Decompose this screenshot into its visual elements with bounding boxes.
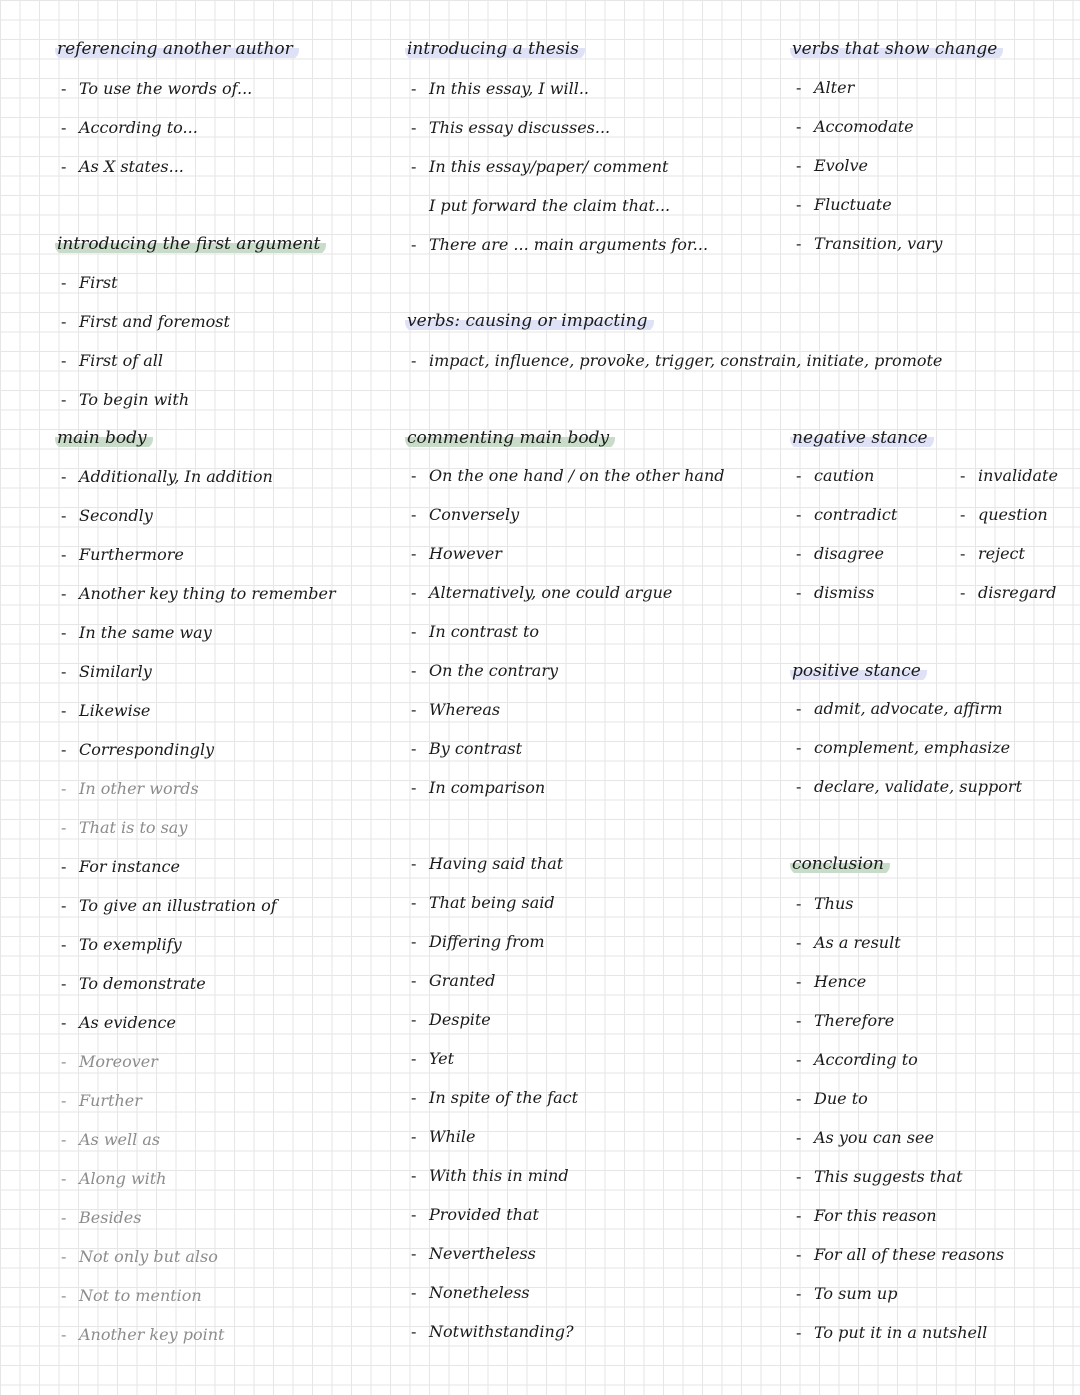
list-item: - Moreover <box>55 1051 336 1090</box>
list-item: - reject <box>954 543 1080 582</box>
list-item: - To put it in a nutshell <box>790 1322 1004 1361</box>
list-item: - Nevertheless <box>405 1243 578 1282</box>
list-item: - This suggests that <box>790 1166 1004 1205</box>
list-item: - contradict <box>790 504 954 543</box>
list-row <box>790 465 1080 504</box>
list-item: - In other words <box>55 778 336 817</box>
list-conclusion <box>790 893 1004 1361</box>
list-item: - In contrast to <box>405 621 725 660</box>
list-row <box>790 582 1080 621</box>
list-item: - First <box>55 272 230 311</box>
list-item: - Thus <box>790 893 1004 932</box>
list-item: - Yet <box>405 1048 578 1087</box>
list-item: - This essay discusses... <box>405 117 708 156</box>
heading-commenting: commenting main body <box>405 427 615 449</box>
list-item: - dismiss <box>790 582 954 621</box>
list-positive <box>790 698 1022 815</box>
heading-main-body: main body <box>55 427 153 449</box>
list-commenting-2 <box>405 853 578 1360</box>
heading-change: verbs that show change <box>790 38 1003 60</box>
list-item: - complement, emphasize <box>790 737 1022 776</box>
list-item: - For instance <box>55 856 336 895</box>
list-item: - Secondly <box>55 505 336 544</box>
list-item: - caution <box>790 465 954 504</box>
list-item: - Granted <box>405 970 578 1009</box>
list-item: - First and foremost <box>55 311 230 350</box>
list-item: - declare, validate, support <box>790 776 1022 815</box>
list-item: - In this essay/paper/ comment <box>405 156 708 195</box>
list-change <box>790 77 942 272</box>
list-item: - On the contrary <box>405 660 725 699</box>
list-item: - Furthermore <box>55 544 336 583</box>
list-item: - By contrast <box>405 738 725 777</box>
list-item: - Hence <box>790 971 1004 1010</box>
list-item: - In this essay, I will.. <box>405 78 708 117</box>
list-item: - On the one hand / on the other hand <box>405 465 725 504</box>
list-item: - disregard <box>954 582 1080 621</box>
list-causing <box>405 350 942 389</box>
list-item: - To sum up <box>790 1283 1004 1322</box>
list-item: - disagree <box>790 543 954 582</box>
list-item: - To begin with <box>55 389 230 428</box>
list-negative <box>790 465 1080 621</box>
list-item: - Nonetheless <box>405 1282 578 1321</box>
list-item: - As X states... <box>55 156 252 195</box>
list-item: - admit, advocate, affirm <box>790 698 1022 737</box>
list-item: - Additionally, In addition <box>55 466 336 505</box>
list-first-argument <box>55 272 230 428</box>
list-item: - Due to <box>790 1088 1004 1127</box>
list-item: - In spite of the fact <box>405 1087 578 1126</box>
list-item: - Evolve <box>790 155 942 194</box>
list-item: - For this reason <box>790 1205 1004 1244</box>
list-item: - Besides <box>55 1207 336 1246</box>
list-item: - Another key point <box>55 1324 336 1363</box>
list-item: - In the same way <box>55 622 336 661</box>
list-item: - However <box>405 543 725 582</box>
list-item: - For all of these reasons <box>790 1244 1004 1283</box>
list-item: - Likewise <box>55 700 336 739</box>
list-item: - invalidate <box>954 465 1080 504</box>
list-item: - question <box>954 504 1080 543</box>
list-item: - Accomodate <box>790 116 942 155</box>
heading-first-argument: introducing the first argument <box>55 233 326 255</box>
heading-positive: positive stance <box>790 660 927 682</box>
heading-causing: verbs: causing or impacting <box>405 310 654 332</box>
list-item: - As you can see <box>790 1127 1004 1166</box>
list-commenting <box>405 465 725 816</box>
list-item: - With this in mind <box>405 1165 578 1204</box>
list-row <box>790 504 1080 543</box>
list-item: - As evidence <box>55 1012 336 1051</box>
list-item: - According to... <box>55 117 252 156</box>
list-main-body <box>55 466 336 1363</box>
list-referencing <box>55 78 252 195</box>
list-item: - To exemplify <box>55 934 336 973</box>
list-item: - impact, influence, provoke, trigger, constrain, initiate, promote <box>405 350 942 389</box>
list-item: - To use the words of... <box>55 78 252 117</box>
list-thesis <box>405 78 708 273</box>
list-item: - Therefore <box>790 1010 1004 1049</box>
list-item: - To demonstrate <box>55 973 336 1012</box>
list-item: - Provided that <box>405 1204 578 1243</box>
list-item: - In comparison <box>405 777 725 816</box>
list-item: - Differing from <box>405 931 578 970</box>
list-item: - Conversely <box>405 504 725 543</box>
heading-conclusion: conclusion <box>790 853 890 875</box>
heading-negative: negative stance <box>790 427 934 449</box>
list-item: - Correspondingly <box>55 739 336 778</box>
list-item: - Similarly <box>55 661 336 700</box>
list-item: - According to <box>790 1049 1004 1088</box>
list-item: - Despite <box>405 1009 578 1048</box>
list-item: - There are ... main arguments for... <box>405 234 708 273</box>
list-item: - Notwithstanding? <box>405 1321 578 1360</box>
list-item: - Fluctuate <box>790 194 942 233</box>
list-item: - Alternatively, one could argue <box>405 582 725 621</box>
list-item: - As a result <box>790 932 1004 971</box>
list-item: - Having said that <box>405 853 578 892</box>
list-item: - Whereas <box>405 699 725 738</box>
list-item: - Not only but also <box>55 1246 336 1285</box>
list-item: - Alter <box>790 77 942 116</box>
list-item: - While <box>405 1126 578 1165</box>
list-item: - Another key thing to remember <box>55 583 336 622</box>
list-item: - Along with <box>55 1168 336 1207</box>
list-item: - Transition, vary <box>790 233 942 272</box>
list-item: - To give an illustration of <box>55 895 336 934</box>
list-item: - That is to say <box>55 817 336 856</box>
list-item: - That being said <box>405 892 578 931</box>
heading-referencing: referencing another author <box>55 38 299 60</box>
list-item: - Further <box>55 1090 336 1129</box>
list-item: - First of all <box>55 350 230 389</box>
list-item: - Not to mention <box>55 1285 336 1324</box>
list-item: - As well as <box>55 1129 336 1168</box>
list-item: I put forward the claim that... <box>429 196 671 215</box>
list-row <box>790 543 1080 582</box>
heading-thesis: introducing a thesis <box>405 38 585 60</box>
